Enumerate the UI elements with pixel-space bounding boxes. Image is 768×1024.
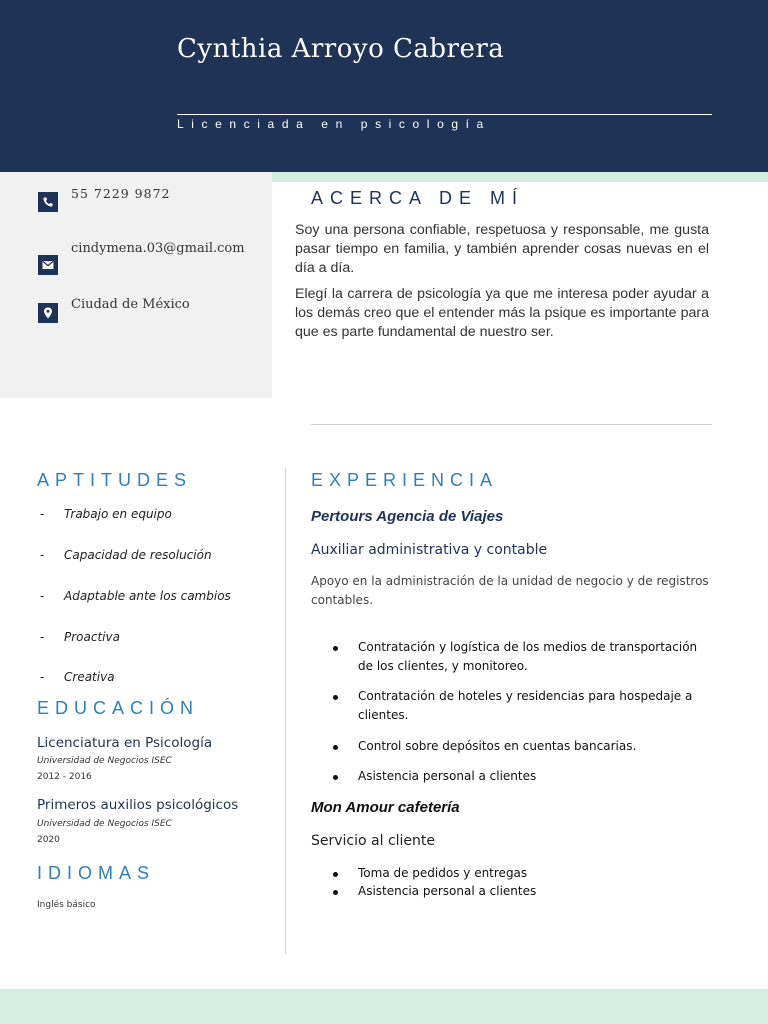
map-pin-icon: [38, 303, 58, 323]
candidate-name: Cynthia Arroyo Cabrera: [177, 34, 505, 64]
header-banner: [0, 0, 768, 172]
contact-email[interactable]: cindymena.03@gmail.com: [71, 241, 245, 256]
phone-icon: [38, 192, 58, 212]
bottom-accent-strip: [0, 989, 768, 1024]
skill-item: - Capacidad de resolución: [40, 548, 212, 562]
education-years: 2020: [37, 835, 60, 845]
job-bullet: Contratación de hoteles y residencias para hospedaje a clientes.: [333, 687, 713, 725]
about-heading: ACERCA DE MÍ: [311, 188, 525, 208]
job-description: Apoyo en la administración de la unidad de negocio y de registros contables.: [311, 574, 709, 607]
job-bullet: Contratación y logística de los medios de transportación de los clientes, y monitoreo.: [333, 638, 713, 676]
skill-item: - Creativa: [40, 670, 115, 684]
skill-item: - Trabajo en equipo: [40, 507, 172, 521]
job-bullet: Asistencia personal a clientes: [333, 767, 713, 786]
education-institution: Universidad de Negocios ISEC: [37, 819, 172, 829]
education-institution: Universidad de Negocios ISEC: [37, 756, 172, 766]
contact-location: Ciudad de México: [71, 297, 190, 312]
job-bullet: Control sobre depósitos en cuentas bancarias.: [333, 737, 713, 756]
header-divider: [177, 114, 712, 115]
section-divider: [311, 424, 712, 425]
job-role: Auxiliar administrativa y contable: [311, 542, 548, 558]
job-company: Pertours Agencia de Viajes: [311, 508, 504, 525]
mail-icon: [38, 255, 58, 275]
contact-phone: 55 7229 9872: [71, 186, 171, 201]
top-accent-strip: [272, 172, 768, 182]
languages-heading: IDIOMAS: [37, 863, 156, 883]
education-years: 2012 - 2016: [37, 772, 92, 782]
skills-heading: APTITUDES: [37, 470, 193, 490]
skill-item: - Adaptable ante los cambios: [40, 589, 231, 603]
skill-item: - Proactiva: [40, 630, 120, 644]
language-item: Inglés básico: [37, 900, 96, 910]
job-bullet: Toma de pedidos y entregas: [333, 864, 713, 883]
about-paragraph-2: Elegí la carrera de psicología ya que me interesa poder ayudar a los demás creo que el entender más la psique es importante para que es parte fundamental de nuestro ser.: [295, 286, 709, 340]
education-degree: Primeros auxilios psicológicos: [37, 797, 239, 813]
job-company: Mon Amour cafetería: [311, 799, 460, 816]
about-paragraph-1: Soy una persona confiable, respetuosa y responsable, me gusta pasar tiempo en familia, y también aprender cosas nuevas en el día a día.: [295, 222, 709, 276]
education-degree: Licenciatura en Psicología: [37, 735, 213, 751]
candidate-title: Licenciada en psicología: [177, 117, 491, 131]
column-divider: [285, 468, 286, 954]
job-role: Servicio al cliente: [311, 833, 436, 849]
education-heading: EDUCACIÓN: [37, 698, 200, 718]
experience-heading: EXPERIENCIA: [311, 470, 499, 490]
job-bullet: Asistencia personal a clientes: [333, 882, 713, 901]
